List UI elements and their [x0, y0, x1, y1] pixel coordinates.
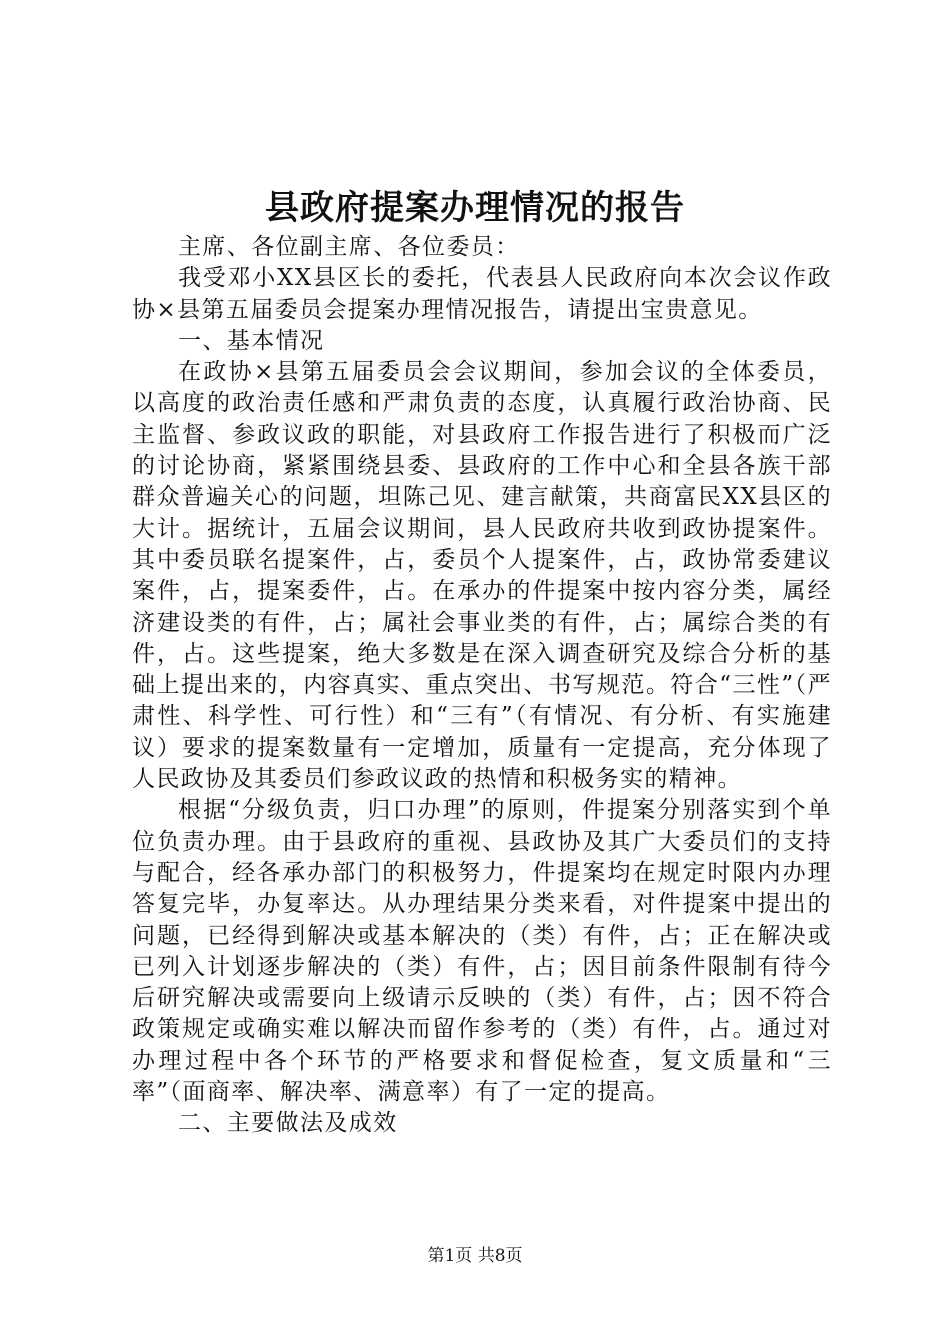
intro-paragraph: 我受邓小XX县区长的委托，代表县人民政府向本次会议作政协×县第五届委员会提案办理情况报告，请提出宝贵意见。	[132, 265, 832, 323]
document-title: 县政府提案办理情况的报告	[265, 188, 685, 228]
page-footer: 第1页 共8页	[427, 1246, 523, 1266]
document-body	[132, 232, 832, 1140]
section-heading-main-practices: 二、主要做法及成效	[178, 1110, 398, 1137]
body-paragraph: 根据“分级负责，归口办理”的原则，件提案分别落实到个单位负责办理。由于县政府的重视、县政协及其广大委员们的支持与配合，经各承办部门的积极努力，件提案均在规定时限内办理答复完毕，办复率达。从办理结果分类来看，对件提案中提出的问题，已经得到解决或基本解决的（类）有件，占；正在解决或已列入计划逐步解决的（类）有件，占；因目前条件限制有待今后研究解决或需要向上级请示反映的（类）有件，占；因不符合政策规定或确实难以解决而留作参考的（类）有件，占。通过对办理过程中各个环节的严格要求和督促检查，复文质量和“三率”（面商率、解决率、满意率）有了一定的提高。	[132, 797, 832, 1106]
body-paragraph: 在政协×县第五届委员会会议期间，参加会议的全体委员，以高度的政治责任感和严肃负责的态度，认真履行政治协商、民主监督、参政议政的职能，对县政府工作报告进行了积极而广泛的讨论协商，紧紧围绕县委、县政府的工作中心和全县各族干部群众普遍关心的问题，坦陈己见、建言献策，共商富民XX县区的大计。据统计，五届会议期间，县人民政府共收到政协提案件。其中委员联名提案件，占，委员个人提案件，占，政协常委建议案件，占，提案委件，占。在承办的件提案中按内容分类，属经济建设类的有件，占；属社会事业类的有件，占；属综合类的有件，占。这些提案，绝大多数是在深入调查研究及综合分析的基础上提出来的，内容真实、重点突出、书写规范。符合“三性”（严肃性、科学性、可行性）和“三有”（有情况、有分析、有实施建议）要求的提案数量有一定增加，质量有一定提高，充分体现了人民政协及其委员们参政议政的热情和积极务实的精神。	[132, 359, 832, 793]
section-heading-basic-situation: 一、基本情况	[178, 327, 325, 354]
salutation: 主席、各位副主席、各位委员：	[178, 234, 520, 260]
